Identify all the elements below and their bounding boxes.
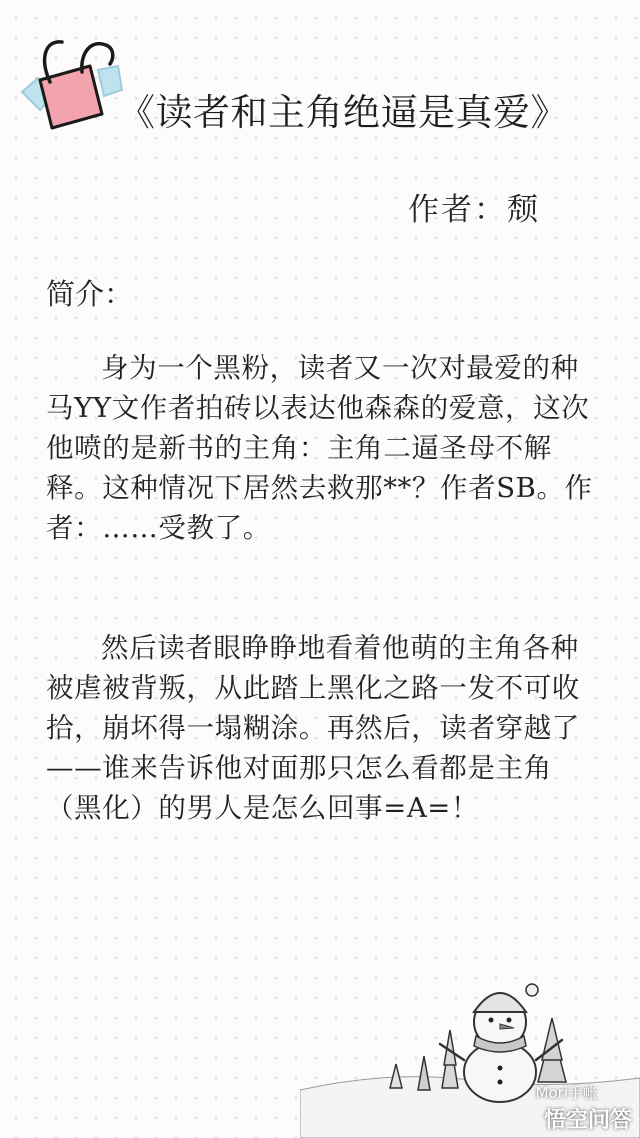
pine-tree-icon [418, 1056, 430, 1090]
watermark-source: Mori手帐 [535, 1084, 598, 1102]
pine-tree-icon [390, 1064, 402, 1088]
intro-paragraph-1: 身为一个黑粉，读者又一次对最爱的种马YY文作者拍砖以表达他森森的爱意，这次他喷的是新书的主角：主角二逼圣母不解释。这种情况下居然去救那**？作者SB。作者：……受教了。 [46, 352, 593, 544]
intro-label: 简介： [46, 277, 134, 311]
book-title: 《读者和主角绝逼是真爱》 [118, 91, 568, 134]
pine-tree-icon [442, 1030, 458, 1088]
intro-paragraph-2: 然后读者眼睁睁地看着他萌的主角各种被虐被背叛，从此踏上黑化之路一发不可收拾，崩坏得一塌糊涂。再然后，读者穿越了——谁来告诉他对面那只怎么看都是主角（黑化）的男人是怎么回事=A=！ [46, 632, 580, 824]
pine-tree-icon [538, 1018, 566, 1082]
binder-clip-icon [10, 30, 130, 130]
author-line: 作者：颓 [408, 192, 540, 228]
watermark [536, 1082, 632, 1134]
watermark-platform: 悟空问答 [543, 1108, 632, 1133]
